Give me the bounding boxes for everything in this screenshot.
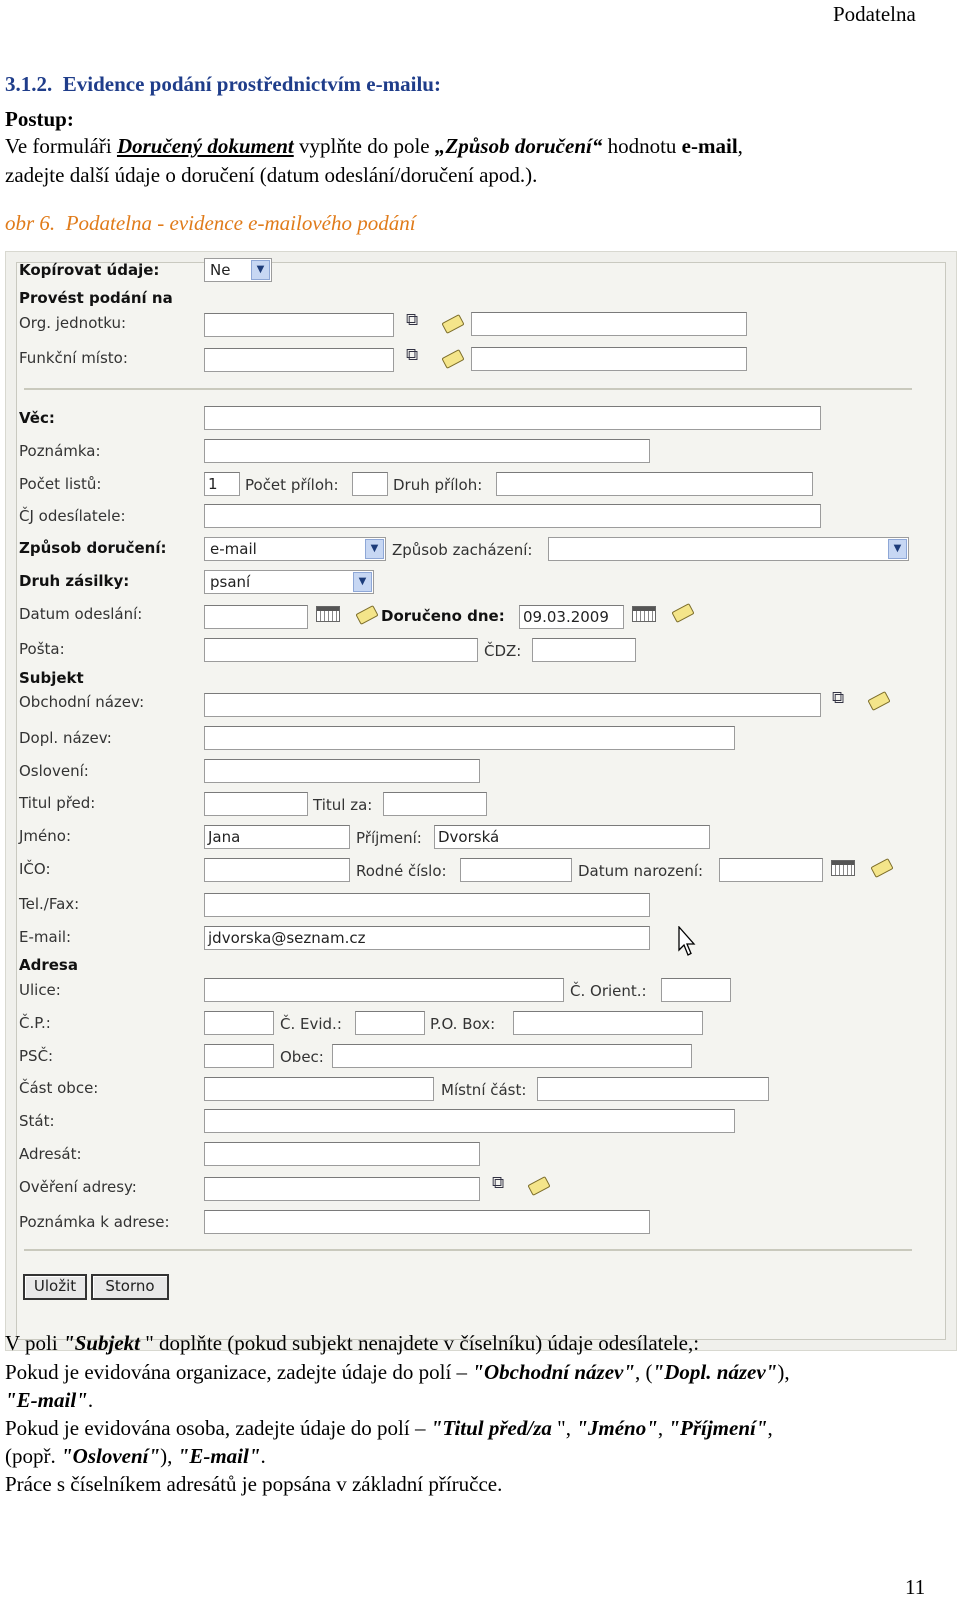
text-run: , — [657, 1416, 669, 1440]
sender-ref-input[interactable] — [204, 504, 821, 528]
first-name-input[interactable]: Jana — [204, 825, 350, 849]
subjekt-heading: Subjekt — [19, 669, 84, 687]
field-name: "Titul před/za — [430, 1416, 558, 1440]
shipment-type-value: psaní — [210, 573, 251, 591]
evid-label: Č. Evid.: — [280, 1015, 342, 1033]
copy-label: Kopírovat údaje: — [19, 261, 160, 279]
field-name: "Oslovení" — [61, 1444, 161, 1468]
town-part-input[interactable] — [204, 1077, 434, 1101]
cdz-input[interactable] — [532, 638, 636, 662]
text-run: Ve formuláři — [5, 134, 117, 158]
title-before-label: Titul před: — [19, 794, 96, 812]
street-input[interactable] — [204, 978, 564, 1002]
birth-number-input[interactable] — [460, 858, 572, 882]
title-before-input[interactable] — [204, 792, 308, 816]
procedure-label: Postup: — [5, 107, 74, 131]
town-part-label: Část obce: — [19, 1079, 99, 1097]
function-place-label: Funkční místo: — [19, 349, 128, 367]
section-title — [5, 72, 441, 97]
mouse-pointer-icon — [678, 926, 698, 958]
town-label: Obec: — [280, 1048, 324, 1066]
post-input[interactable] — [204, 638, 478, 662]
figure-caption — [5, 211, 416, 236]
figure-caption-text: Podatelna - evidence e-mailového podání — [65, 211, 416, 235]
text-run: ), — [777, 1360, 790, 1384]
copy-select-value: Ne — [210, 261, 231, 279]
text-run: " doplňte (pokud subjekt nenajdete v číselníku) údaje odesílatele,: — [139, 1331, 700, 1355]
text-run: . — [87, 1388, 94, 1412]
addl-name-label: Dopl. název: — [19, 729, 112, 747]
section-number: 3.1.2. — [5, 72, 53, 96]
chevron-down-icon: ▼ — [365, 539, 384, 559]
calendar-icon[interactable] — [831, 860, 855, 876]
street-label: Ulice: — [19, 981, 61, 999]
paragraph-3 — [5, 1416, 773, 1441]
email-label: E-mail: — [19, 928, 72, 946]
page-number: 11 — [905, 1575, 926, 1599]
divider — [24, 1249, 912, 1251]
addl-name-input[interactable] — [204, 726, 735, 750]
cdz-label: ČDZ: — [484, 642, 522, 660]
orient-label: Č. Orient.: — [570, 982, 647, 1000]
orient-input[interactable] — [661, 978, 731, 1002]
field-name: "E-mail" — [177, 1444, 261, 1468]
birth-date-label: Datum narození: — [578, 862, 704, 880]
field-name: „Způsob doručení“ — [434, 134, 603, 158]
delivery-method-select[interactable] — [204, 537, 386, 561]
org-unit-label: Org. jednotku: — [19, 314, 127, 332]
field-value: e-mail — [681, 134, 738, 158]
pobox-label: P.O. Box: — [430, 1015, 496, 1033]
subject-label: Věc: — [19, 409, 55, 427]
title-after-input[interactable] — [383, 792, 487, 816]
paragraph-3-cont — [5, 1444, 266, 1469]
subject-input[interactable] — [204, 406, 821, 430]
email-input[interactable]: jdvorska@seznam.cz — [204, 926, 650, 950]
last-name-label: Příjmení: — [356, 829, 422, 847]
text-run: ", — [557, 1416, 577, 1440]
sheets-input[interactable]: 1 — [204, 472, 240, 496]
title-after-label: Titul za: — [313, 796, 373, 814]
shipment-type-select[interactable] — [204, 570, 374, 594]
org-unit-display — [471, 312, 747, 336]
handling-label: Způsob zacházení: — [392, 541, 533, 559]
addressee-input[interactable] — [204, 1142, 480, 1166]
chevron-down-icon: ▼ — [353, 572, 372, 592]
lookup-icon[interactable]: ⧉ — [406, 345, 419, 365]
business-name-input[interactable] — [204, 693, 821, 717]
running-header: Podatelna — [833, 2, 916, 26]
cancel-button[interactable]: Storno — [91, 1274, 169, 1300]
phone-input[interactable] — [204, 893, 650, 917]
paragraph-2-cont — [5, 1388, 93, 1413]
figure-number: obr 6. — [5, 211, 56, 235]
address-note-input[interactable] — [204, 1210, 650, 1234]
delivery-method-value: e-mail — [210, 540, 257, 558]
handling-select[interactable] — [548, 537, 909, 561]
local-part-input[interactable] — [537, 1077, 769, 1101]
field-name: "E-mail" — [5, 1388, 88, 1412]
sent-date-label: Datum odeslání: — [19, 605, 143, 623]
procedure-line-2: zadejte další údaje o doručení (datum odeslání/doručení apod.). — [5, 163, 538, 187]
chevron-down-icon: ▼ — [888, 539, 907, 559]
post-label: Pošta: — [19, 640, 65, 658]
field-name: "Obchodní název" — [472, 1360, 636, 1384]
paragraph-1 — [5, 1331, 699, 1356]
copy-select[interactable] — [204, 258, 272, 282]
salutation-input[interactable] — [204, 759, 480, 783]
evid-input[interactable] — [355, 1011, 425, 1035]
attachments-input[interactable] — [352, 472, 388, 496]
address-note-label: Poznámka k adrese: — [19, 1213, 170, 1231]
text-run: ), — [160, 1444, 178, 1468]
field-name: "Příjmení" — [668, 1416, 768, 1440]
field-name: "Subjekt — [62, 1331, 140, 1355]
text-run: hodnotu — [602, 134, 682, 158]
local-part-label: Místní část: — [441, 1081, 527, 1099]
route-heading: Provést podání na — [19, 289, 173, 307]
state-input[interactable] — [204, 1109, 735, 1133]
calendar-icon[interactable] — [316, 606, 340, 622]
chevron-down-icon: ▼ — [251, 260, 270, 280]
procedure-line-1 — [5, 134, 743, 159]
text-run: Pokud je evidována osoba, zadejte údaje do polí – — [5, 1416, 431, 1440]
text-run: , — [767, 1416, 773, 1440]
ico-input[interactable] — [204, 858, 350, 882]
text-run: Pokud je evidována organizace, zadejte údaje do polí – — [5, 1360, 473, 1384]
delivered-label: Doručeno dne: — [381, 607, 505, 625]
attachment-type-input[interactable] — [496, 472, 813, 496]
psc-label: PSČ: — [19, 1047, 54, 1065]
sender-ref-label: ČJ odesílatele: — [19, 507, 126, 525]
text-run: , — [737, 134, 743, 158]
pobox-input[interactable] — [513, 1011, 703, 1035]
address-heading: Adresa — [19, 956, 78, 974]
form-screenshot — [5, 251, 957, 1351]
text-run: (popř. — [5, 1444, 61, 1468]
text-run: . — [260, 1444, 266, 1468]
phone-label: Tel./Fax: — [19, 895, 80, 913]
sheets-label: Počet listů: — [19, 475, 102, 493]
last-name-input[interactable]: Dvorská — [434, 825, 710, 849]
addressee-label: Adresát: — [19, 1145, 82, 1163]
ico-label: IČO: — [19, 860, 51, 878]
first-name-label: Jméno: — [19, 827, 72, 845]
lookup-icon[interactable]: ⧉ — [406, 310, 419, 330]
divider — [24, 388, 912, 390]
attachments-label: Počet příloh: — [245, 476, 339, 494]
function-place-input[interactable] — [204, 348, 394, 372]
cp-input[interactable] — [204, 1011, 274, 1035]
text-run: vyplňte do pole — [293, 134, 435, 158]
delivery-method-label: Způsob doručení: — [19, 539, 167, 557]
field-name: "Dopl. název" — [652, 1360, 778, 1384]
verify-input[interactable] — [204, 1177, 480, 1201]
paragraph-4: Práce s číselníkem adresátů je popsána v základní příručce. — [5, 1472, 503, 1496]
state-label: Stát: — [19, 1112, 55, 1130]
org-unit-input[interactable] — [204, 313, 394, 337]
cp-label: Č.P.: — [19, 1014, 51, 1032]
save-button[interactable]: Uložit — [23, 1274, 87, 1300]
shipment-type-label: Druh zásilky: — [19, 572, 130, 590]
attachment-type-label: Druh příloh: — [393, 476, 483, 494]
note-label: Poznámka: — [19, 442, 101, 460]
calendar-icon[interactable] — [632, 606, 656, 622]
psc-input[interactable] — [204, 1044, 274, 1068]
note-input[interactable] — [204, 439, 650, 463]
birth-date-input[interactable] — [719, 858, 823, 882]
salutation-label: Oslovení: — [19, 762, 89, 780]
text-run: V poli — [5, 1331, 63, 1355]
form-name: Doručený dokument — [116, 134, 294, 158]
town-input[interactable] — [332, 1044, 692, 1068]
text-run: , ( — [635, 1360, 653, 1384]
lookup-icon[interactable]: ⧉ — [492, 1173, 505, 1193]
section-title-text: Evidence podání prostřednictvím e-mailu: — [62, 72, 441, 96]
birth-number-label: Rodné číslo: — [356, 862, 447, 880]
paragraph-2 — [5, 1360, 790, 1385]
business-name-label: Obchodní název: — [19, 693, 145, 711]
lookup-icon[interactable]: ⧉ — [832, 688, 845, 708]
sent-date-input[interactable] — [204, 605, 308, 629]
function-place-display — [471, 347, 747, 371]
verify-label: Ověření adresy: — [19, 1178, 137, 1196]
field-name: "Jméno" — [576, 1416, 658, 1440]
delivered-date-input[interactable]: 09.03.2009 — [519, 605, 624, 629]
